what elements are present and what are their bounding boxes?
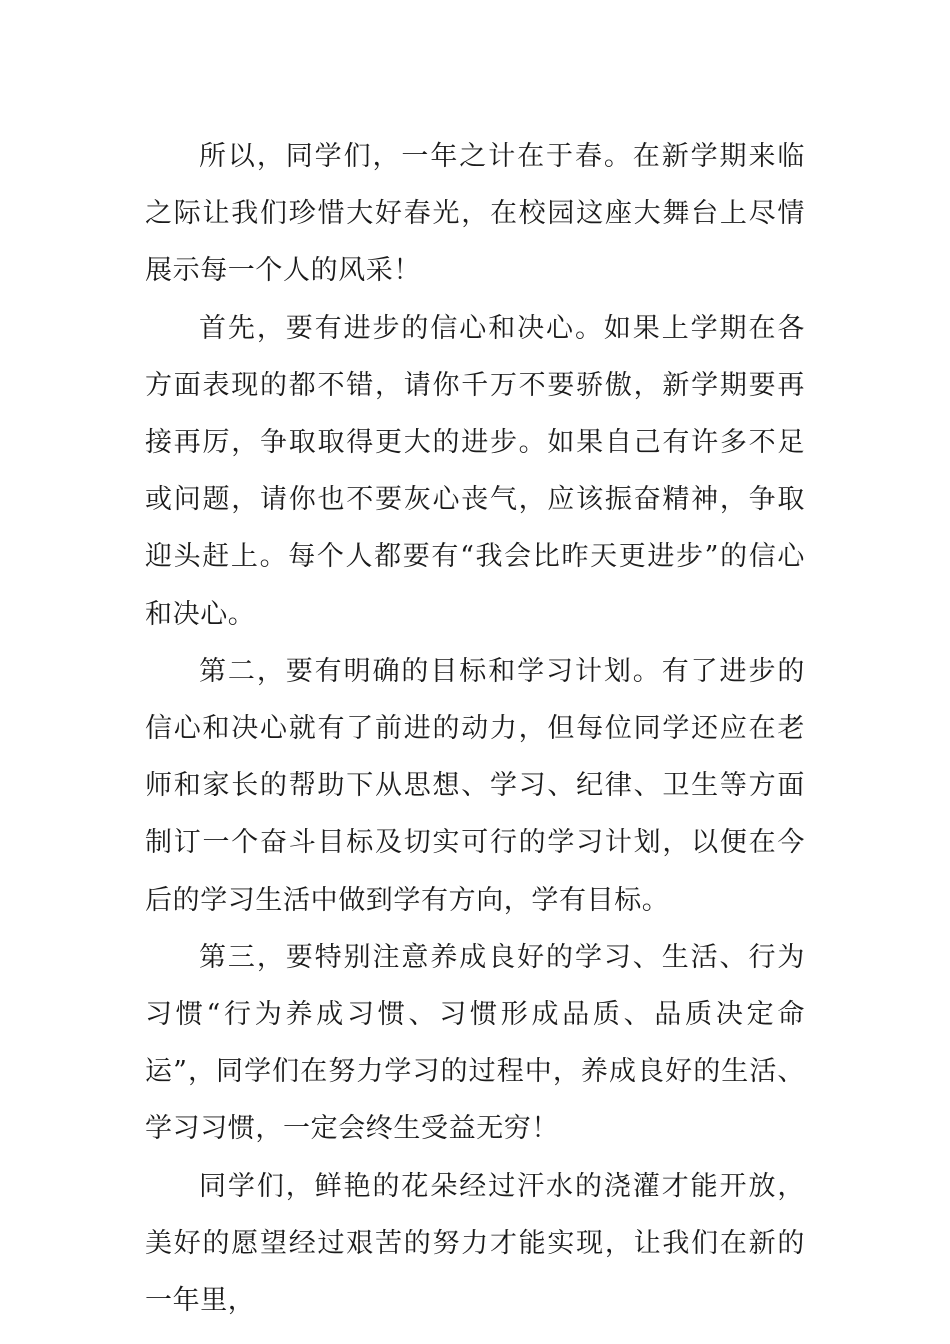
- paragraph-1: 所以，同学们，一年之计在于春。在新学期来临之际让我们珍惜大好春光，在校园这座大舞台上尽情展示每一个人的风采！: [145, 141, 805, 287]
- paragraph-2: 首先，要有进步的信心和决心。如果上学期在各方面表现的都不错，请你千万不要骄傲，新学期要再接再厉，争取取得更大的进步。如果自己有许多不足或问题，请你也不要灰心丧气，应该振奋精神，争取迎头赶上。每个人都要有“我会比昨天更进步”的信心和决心。: [145, 312, 805, 630]
- paragraph-3: 第二，要有明确的目标和学习计划。有了进步的信心和决心就有了前进的动力，但每位同学还应在老师和家长的帮助下从思想、学习、纪律、卫生等方面制订一个奋斗目标及切实可行的学习计划，以便在今后的学习生活中做到学有方向，学有目标。: [145, 655, 805, 916]
- document-body: [145, 128, 805, 1329]
- paragraph-4: 第三，要特别注意养成良好的学习、生活、行为习惯“行为养成习惯、习惯形成品质、品质决定命运”，同学们在努力学习的过程中，养成良好的生活、学习习惯，一定会终生受益无穷！: [145, 941, 805, 1145]
- paragraph-5: 同学们，鲜艳的花朵经过汗水的浇灌才能开放，美好的愿望经过艰苦的努力才能实现，让我们在新的一年里，: [145, 1170, 805, 1317]
